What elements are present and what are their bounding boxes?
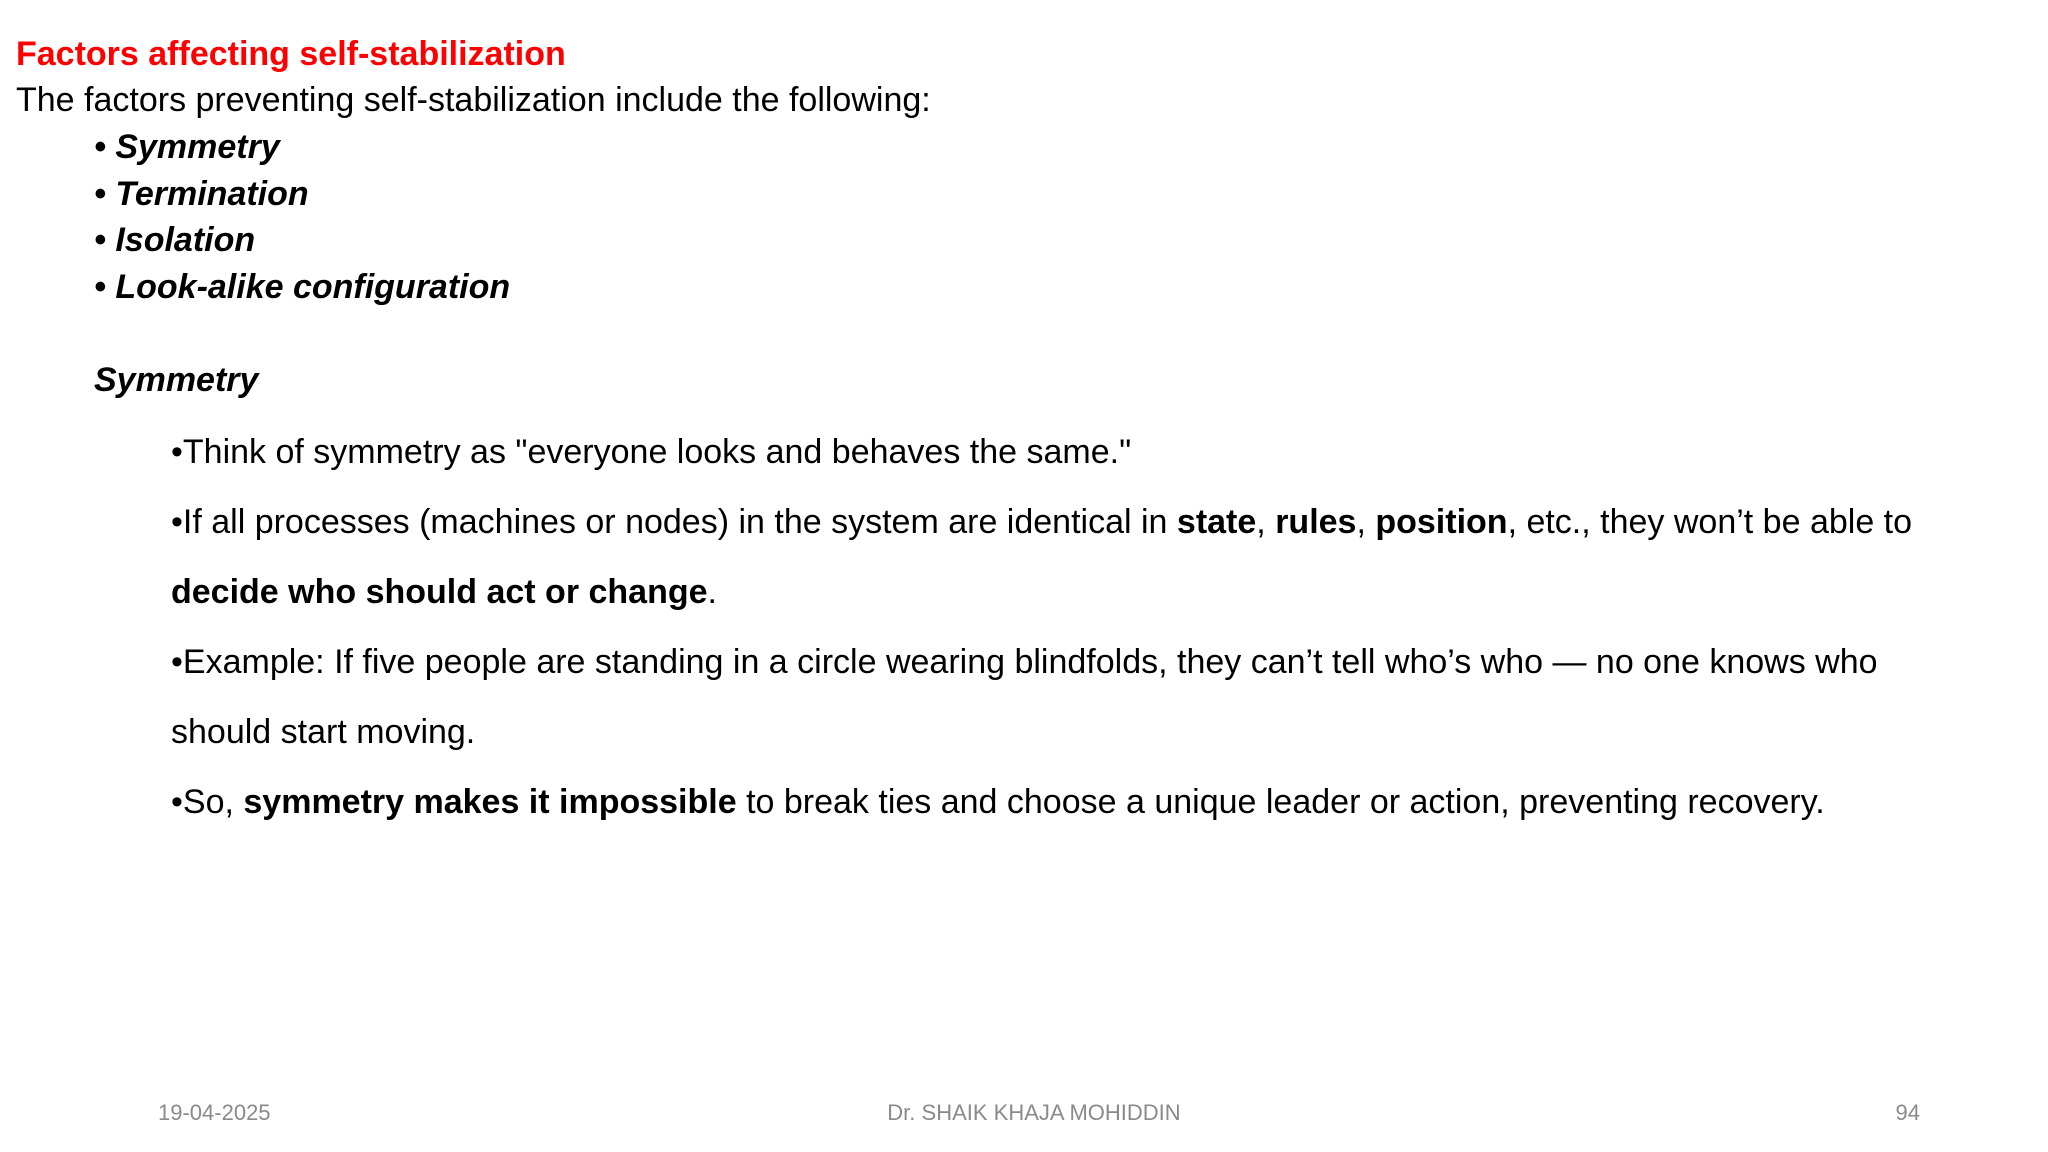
footer-author: Dr. SHAIK KHAJA MOHIDDIN xyxy=(887,1100,1181,1125)
emphasis-state: state xyxy=(1176,503,1257,541)
factor-item-symmetry: • Symmetry xyxy=(94,128,280,166)
emphasis-decide: decide who should act or change xyxy=(171,573,708,611)
point-identical-processes xyxy=(171,487,2001,557)
slide-title: Factors affecting self-stabilization xyxy=(16,35,566,73)
point-identical-processes-cont xyxy=(171,557,2001,627)
intro-text: The factors preventing self-stabilization include the following: xyxy=(16,81,931,119)
factor-item-termination: • Termination xyxy=(94,174,309,213)
point-text: , xyxy=(1356,503,1376,541)
point-definition: •Think of symmetry as "everyone looks and behaves the same." xyxy=(171,433,1132,471)
point-conclusion xyxy=(171,767,2001,837)
factor-list xyxy=(94,124,510,310)
point-text: , etc., they won’t be able to xyxy=(1507,503,1913,541)
footer-date: 19-04-2025 xyxy=(158,1100,271,1125)
factor-item-look-alike: • Look-alike configuration xyxy=(94,267,511,306)
emphasis-impossible: symmetry makes it impossible xyxy=(243,783,737,821)
point-text: . xyxy=(707,573,717,611)
point-text: •So, xyxy=(171,783,244,821)
section-heading-symmetry: Symmetry xyxy=(94,361,259,399)
point-text: to break ties and choose a unique leader or action, preventing recovery. xyxy=(736,783,1825,821)
factor-item-isolation: • Isolation xyxy=(94,221,256,259)
symmetry-points xyxy=(171,417,2001,837)
point-example: •Example: If five people are standing in a circle wearing blindfolds, they can’t tell who’s who — no one knows who xyxy=(171,643,1878,681)
point-text: , xyxy=(1256,503,1276,541)
page-number: 94 xyxy=(1895,1100,1920,1125)
emphasis-position: position xyxy=(1375,503,1508,541)
point-example-cont: should start moving. xyxy=(171,713,476,751)
point-text: •If all processes (machines or nodes) in the system are identical in xyxy=(171,503,1177,541)
emphasis-rules: rules xyxy=(1275,503,1357,541)
